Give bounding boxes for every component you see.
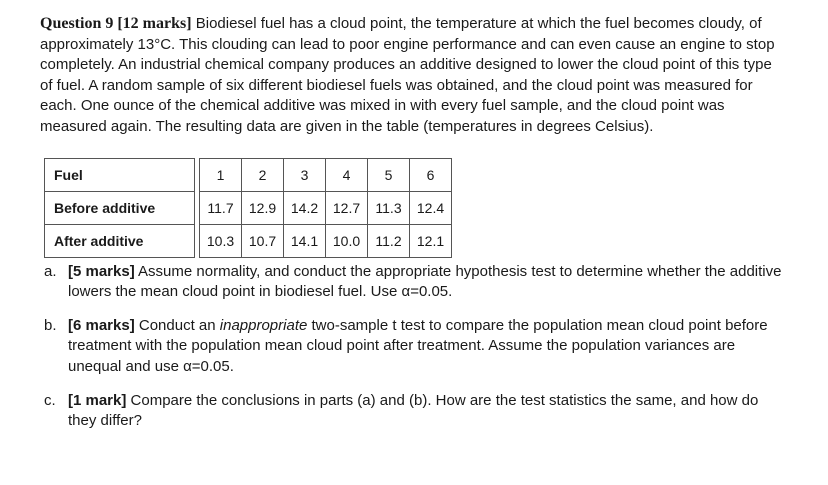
part-a-marks: [5 marks] <box>68 262 135 280</box>
table-column-header: 2 <box>242 158 284 191</box>
table-cell: 10.7 <box>242 224 284 257</box>
question-intro-text: Biodiesel fuel has a cloud point, the temperature at which the fuel becomes cloudy, of approximately 13°C. This clouding can lead to poor engine performance and can even cause an engine to stop completely. An industrial chemical company produces an additive designed to lower the cloud point of this type of fuel. A random sample of six different biodiesel fuels was obtained, and the cloud point was measured for each. One ounce of the chemical additive was mixed in with every fuel sample, and the cloud point was measured again. The resulting data are given in the table (temperatures in degrees Celsius). <box>40 15 775 135</box>
table-cell: 12.7 <box>326 191 368 224</box>
question-intro-paragraph <box>40 14 788 138</box>
part-c <box>40 391 788 432</box>
table-cell: 11.7 <box>200 191 242 224</box>
part-a-marker: a. <box>44 262 57 280</box>
table-column-header: 6 <box>410 158 452 191</box>
part-a-text: Assume normality, and conduct the appropriate hypothesis test to determine whether the additive lowers the mean cloud point in biodiesel fuel. Use α=0.05. <box>68 262 782 301</box>
part-b-marker: b. <box>44 316 57 334</box>
part-b-emphasis: inappropriate <box>219 316 308 334</box>
part-c-marker: c. <box>44 391 56 409</box>
table-cell: 12.9 <box>242 191 284 224</box>
table-cell: 11.2 <box>368 224 410 257</box>
table-header-row <box>45 158 452 191</box>
question-parts-list <box>40 262 788 432</box>
part-a <box>40 262 788 303</box>
part-b-text-pre: Conduct an <box>134 316 220 334</box>
table-row <box>45 224 452 257</box>
table-row-label: Before additive <box>45 191 195 224</box>
table-cell: 14.1 <box>284 224 326 257</box>
table-header-label: Fuel <box>45 158 195 191</box>
table-cell: 14.2 <box>284 191 326 224</box>
part-c-marks: [1 mark] <box>68 391 127 409</box>
table-cell: 10.0 <box>326 224 368 257</box>
question-page <box>40 14 788 445</box>
data-table <box>44 158 452 258</box>
table-row-label: After additive <box>45 224 195 257</box>
table-cell: 11.3 <box>368 191 410 224</box>
table-column-header: 1 <box>200 158 242 191</box>
part-b-text-post: two-sample t test to compare the population mean cloud point before treatment with the population mean cloud point after treatment. Assume the population variances are unequal and use α=0.05. <box>68 316 768 375</box>
part-b-marks: [6 marks] <box>68 316 135 334</box>
table-column-header: 4 <box>326 158 368 191</box>
table-column-header: 5 <box>368 158 410 191</box>
question-heading: Question 9 [12 marks] <box>40 15 192 32</box>
table-column-header: 3 <box>284 158 326 191</box>
table-cell: 12.1 <box>410 224 452 257</box>
part-c-text: Compare the conclusions in parts (a) and (b). How are the test statistics the same, and how do they differ? <box>68 391 759 430</box>
part-b <box>40 316 788 378</box>
table-cell: 10.3 <box>200 224 242 257</box>
table-row <box>45 191 452 224</box>
table-cell: 12.4 <box>410 191 452 224</box>
